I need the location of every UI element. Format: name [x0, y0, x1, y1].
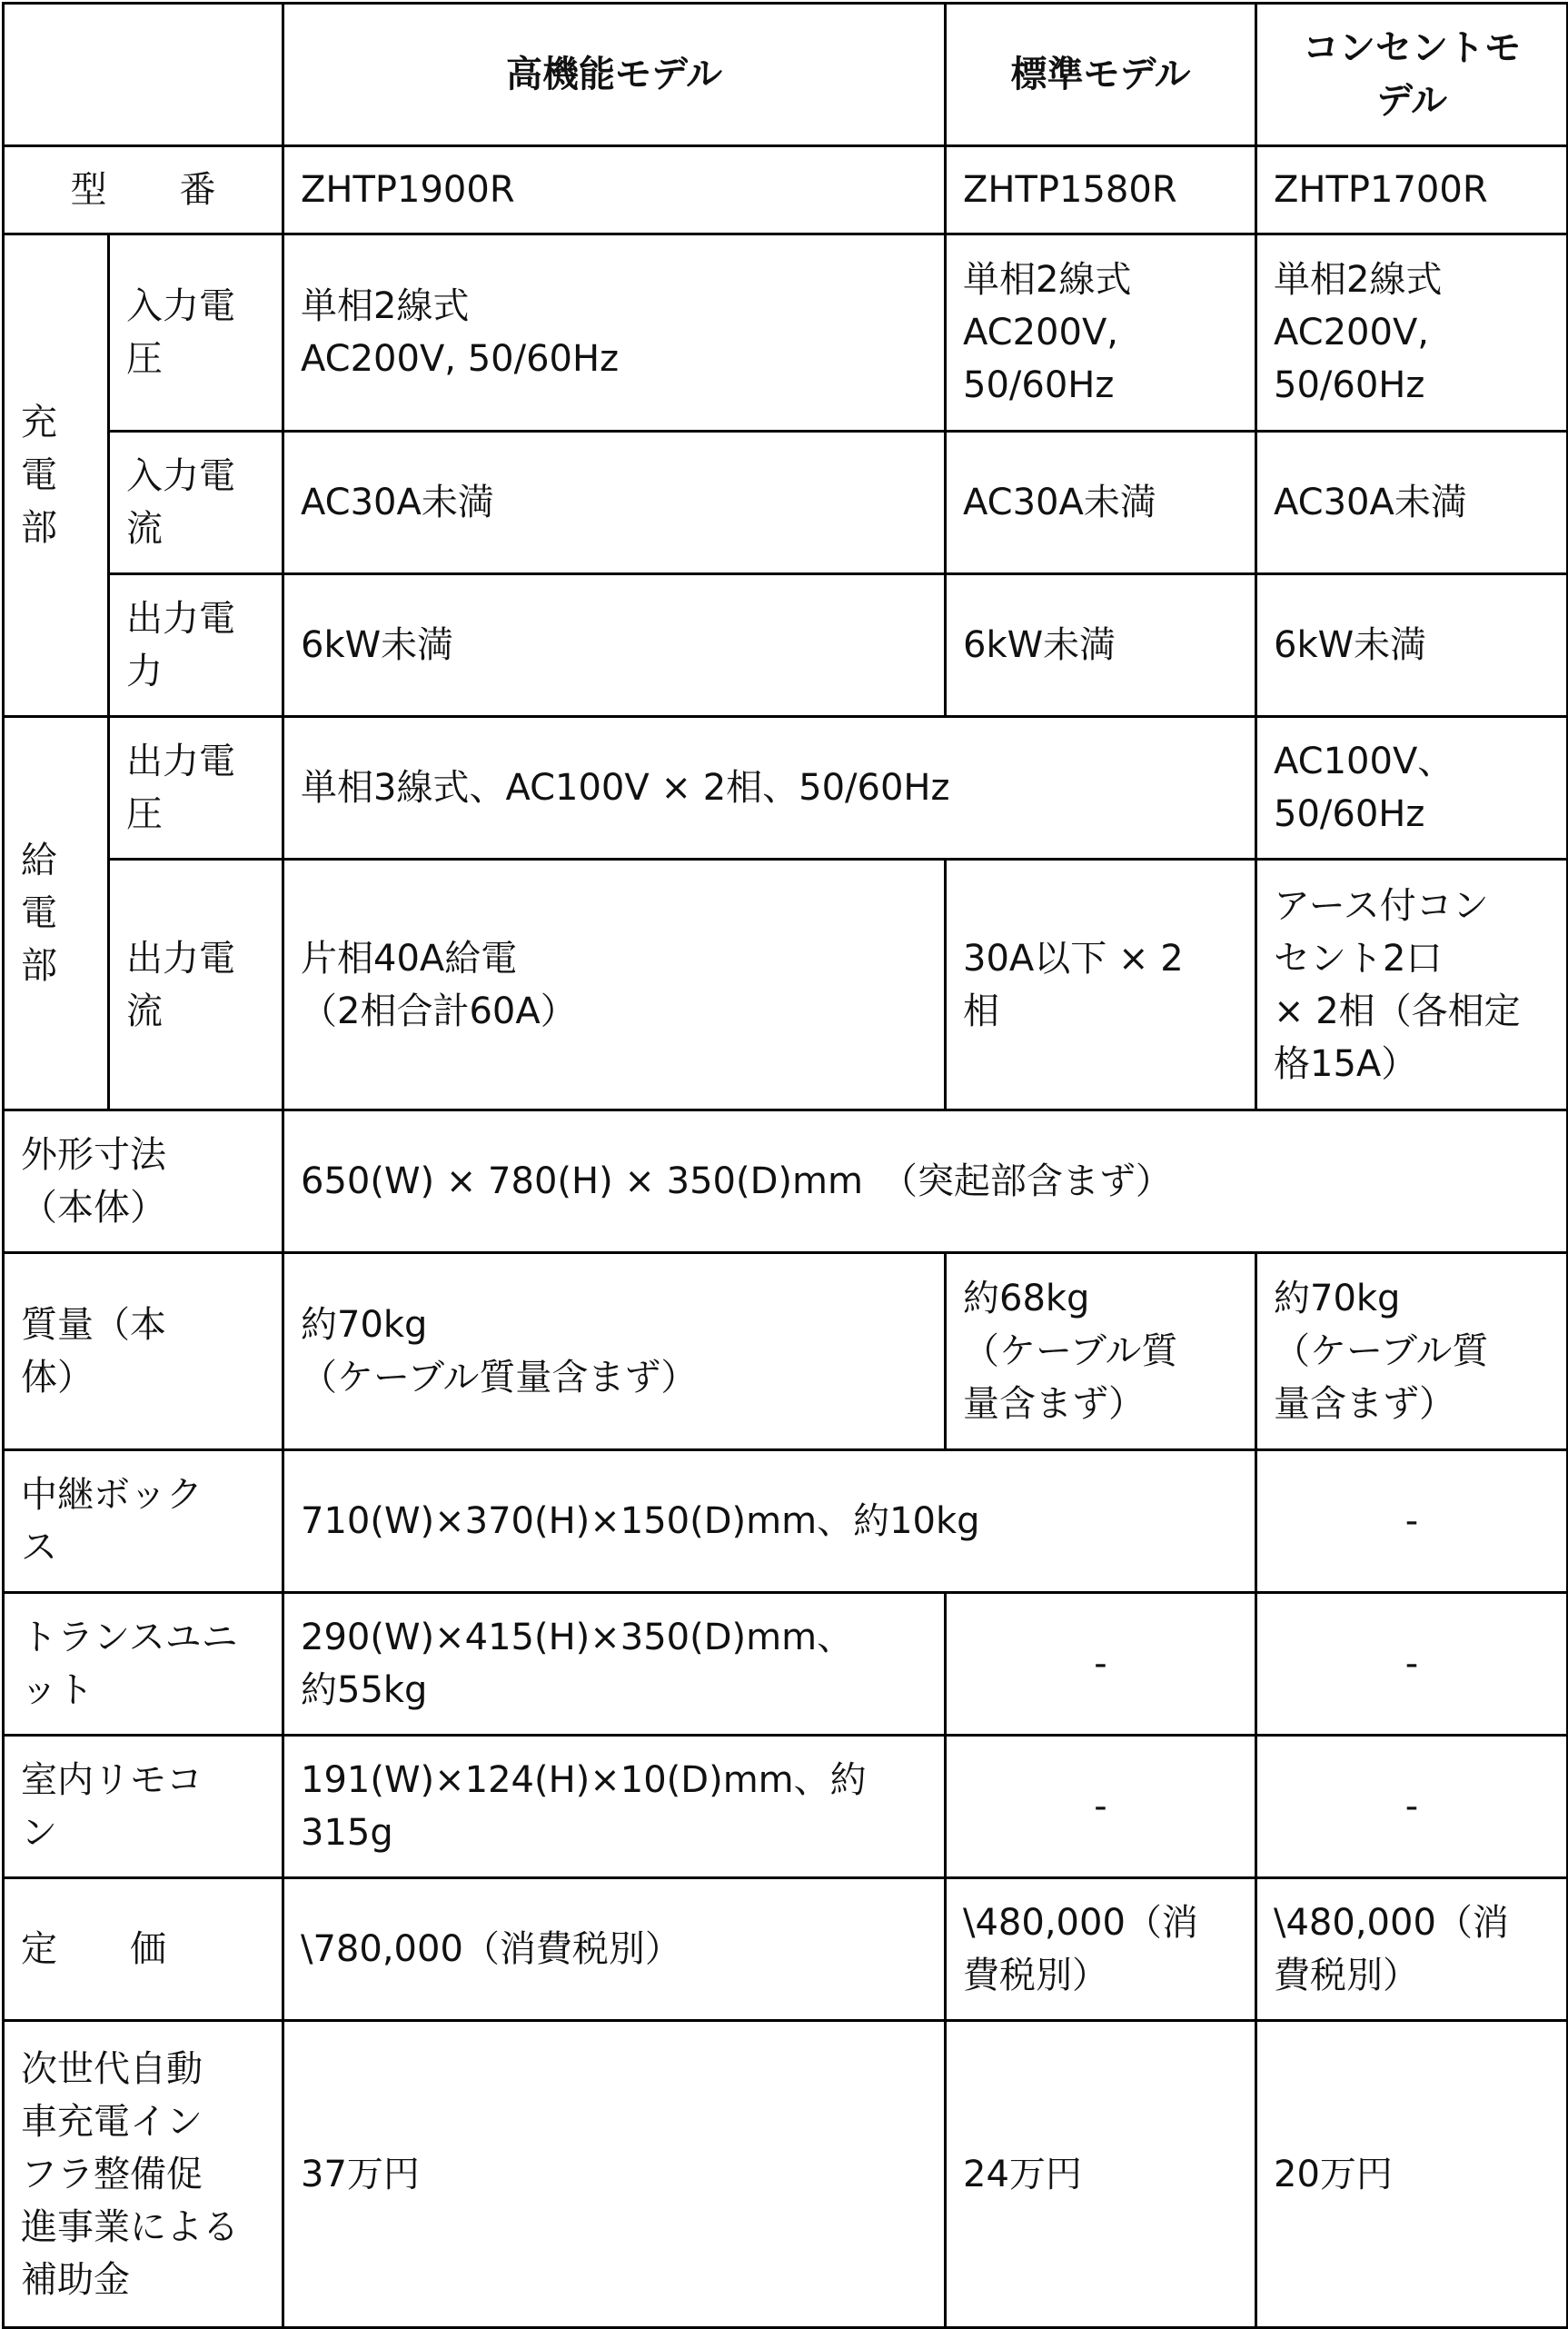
label-input-current: 入力電 流 — [109, 432, 283, 574]
cell-input-current-high: AC30A未満 — [283, 432, 946, 574]
cell-dimensions: 650(W) × 780(H) × 350(D)mm （突起部含まず） — [283, 1110, 1568, 1253]
label-output-power: 出力電 力 — [109, 574, 283, 717]
cell-input-current-standard: AC30A未満 — [946, 432, 1256, 574]
label-model-number: 型 番 — [4, 146, 283, 234]
cell-output-voltage-high-standard: 単相3線式、AC100V × 2相、50/60Hz — [283, 717, 1256, 860]
header-corner-cell — [4, 4, 283, 146]
header-row — [4, 4, 1568, 146]
cell-list-price-outlet: \480,000（消 費税別） — [1256, 1878, 1568, 2021]
row-supply-output-current — [4, 860, 1568, 1110]
row-list-price — [4, 1878, 1568, 2021]
cell-output-power-high: 6kW未満 — [283, 574, 946, 717]
cell-output-voltage-outlet: AC100V、 50/60Hz — [1256, 717, 1568, 860]
cell-output-power-standard: 6kW未満 — [946, 574, 1256, 717]
cell-mass-outlet: 約70kg （ケーブル質 量含まず） — [1256, 1253, 1568, 1450]
cell-transformer-unit-high: 290(W)×415(H)×350(D)mm、 約55kg — [283, 1593, 946, 1736]
cell-mass-high: 約70kg （ケーブル質量含まず） — [283, 1253, 946, 1450]
cell-transformer-unit-outlet: - — [1256, 1593, 1568, 1736]
cell-relay-box-high-standard: 710(W)×370(H)×150(D)mm、約10kg — [283, 1450, 1256, 1593]
spec-table — [2, 2, 1568, 2329]
cell-output-current-high: 片相40A給電 （2相合計60A） — [283, 860, 946, 1110]
row-relay-box — [4, 1450, 1568, 1593]
row-dimensions — [4, 1110, 1568, 1253]
label-charging-group: 充 電 部 — [4, 234, 109, 717]
cell-input-voltage-standard: 単相2線式 AC200V, 50/60Hz — [946, 234, 1256, 432]
row-model-number — [4, 146, 1568, 234]
row-indoor-remote — [4, 1736, 1568, 1878]
cell-list-price-standard: \480,000（消 費税別） — [946, 1878, 1256, 2021]
cell-list-price-high: \780,000（消費税別） — [283, 1878, 946, 2021]
header-high-function-model: 高機能モデル — [283, 4, 946, 146]
cell-input-voltage-high: 単相2線式 AC200V, 50/60Hz — [283, 234, 946, 432]
label-indoor-remote: 室内リモコ ン — [4, 1736, 283, 1878]
label-list-price: 定 価 — [4, 1878, 283, 2021]
cell-relay-box-outlet: - — [1256, 1450, 1568, 1593]
row-charging-input-voltage — [4, 234, 1568, 432]
header-outlet-model: コンセントモ デル — [1256, 4, 1568, 146]
cell-input-current-outlet: AC30A未満 — [1256, 432, 1568, 574]
cell-indoor-remote-standard: - — [946, 1736, 1256, 1878]
header-standard-model: 標準モデル — [946, 4, 1256, 146]
label-output-current: 出力電 流 — [109, 860, 283, 1110]
cell-model-number-high: ZHTP1900R — [283, 146, 946, 234]
row-mass — [4, 1253, 1568, 1450]
cell-transformer-unit-standard: - — [946, 1593, 1256, 1736]
cell-model-number-standard: ZHTP1580R — [946, 146, 1256, 234]
row-supply-output-voltage — [4, 717, 1568, 860]
cell-model-number-outlet: ZHTP1700R — [1256, 146, 1568, 234]
label-input-voltage: 入力電 圧 — [109, 234, 283, 432]
cell-mass-standard: 約68kg （ケーブル質 量含まず） — [946, 1253, 1256, 1450]
label-relay-box: 中継ボック ス — [4, 1450, 283, 1593]
cell-output-current-standard: 30A以下 × 2 相 — [946, 860, 1256, 1110]
cell-output-current-outlet: アース付コン セント2口 × 2相（各相定 格15A） — [1256, 860, 1568, 1110]
label-output-voltage: 出力電 圧 — [109, 717, 283, 860]
label-mass: 質量（本 体） — [4, 1253, 283, 1450]
label-supply-group: 給 電 部 — [4, 717, 109, 1110]
label-transformer-unit: トランスユニ ット — [4, 1593, 283, 1736]
cell-indoor-remote-outlet: - — [1256, 1736, 1568, 1878]
row-transformer-unit — [4, 1593, 1568, 1736]
cell-subsidy-high: 37万円 — [283, 2021, 946, 2328]
label-dimensions: 外形寸法 （本体） — [4, 1110, 283, 1253]
row-charging-output-power — [4, 574, 1568, 717]
cell-output-power-outlet: 6kW未満 — [1256, 574, 1568, 717]
cell-indoor-remote-high: 191(W)×124(H)×10(D)mm、約 315g — [283, 1736, 946, 1878]
cell-subsidy-outlet: 20万円 — [1256, 2021, 1568, 2328]
row-charging-input-current — [4, 432, 1568, 574]
label-subsidy: 次世代自動 車充電イン フラ整備促 進事業による 補助金 — [4, 2021, 283, 2328]
cell-input-voltage-outlet: 単相2線式 AC200V, 50/60Hz — [1256, 234, 1568, 432]
row-subsidy — [4, 2021, 1568, 2328]
cell-subsidy-standard: 24万円 — [946, 2021, 1256, 2328]
